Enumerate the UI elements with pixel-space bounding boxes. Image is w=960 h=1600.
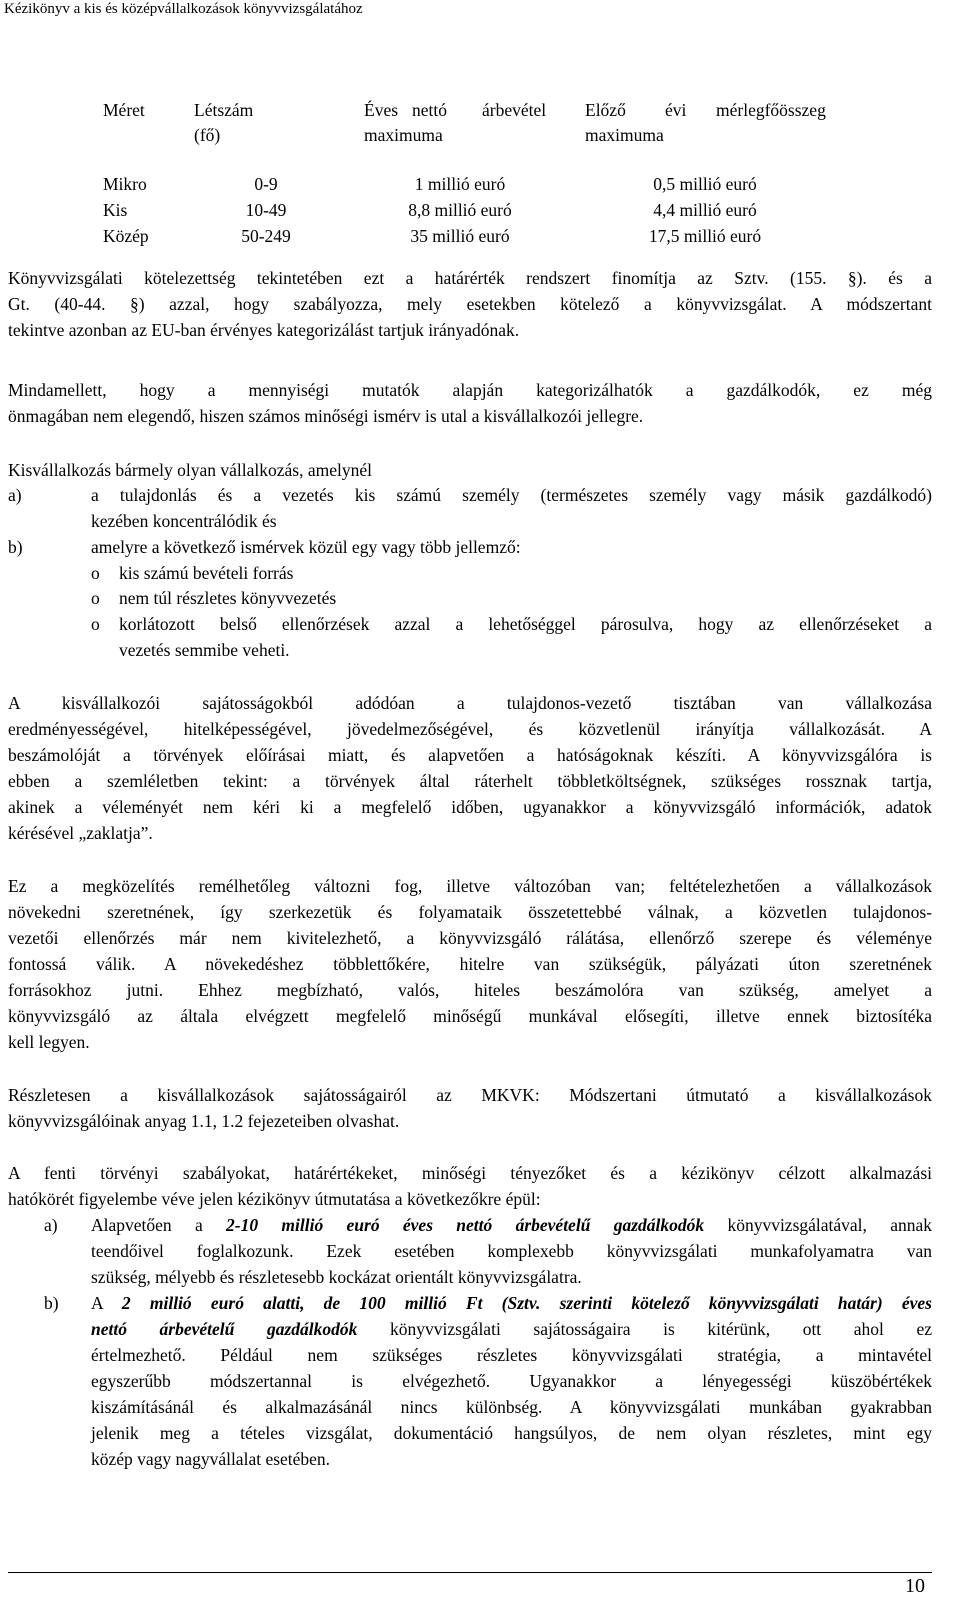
text-line: teendőivel foglalkozunk. Ezek esetében komplexebb könyvvizsgálati munkafolyamatra van bbox=[91, 1241, 932, 1261]
text-line: fontossá válik. A növekedéshez többlettőkére, hitelre van szükségük, pályázati úton szeretnének bbox=[8, 954, 932, 974]
table-header-balance-word-2: évi bbox=[665, 100, 687, 120]
table-cell-balance: 0,5 millió euró bbox=[653, 174, 757, 194]
text-line: hatókörét figyelembe véve jelen kézikönyv útmutatása a következőkre épül: bbox=[8, 1189, 541, 1209]
table-header-balance-sub: maximuma bbox=[585, 125, 664, 145]
table-cell-size: Mikro bbox=[103, 174, 147, 194]
list-marker: b) bbox=[8, 537, 23, 557]
text-line: Gt. (40-44. §) azzal, hogy szabályozza, mely esetekben kötelező a könyvvizsgálat. A módszertant bbox=[8, 294, 932, 314]
running-header: Kézikönyv a kis és középvállalkozások könyvvizsgálatához bbox=[4, 1, 363, 17]
text-line: A fenti törvényi szabályokat, határértékeket, minőségi tényezőket és a kézikönyv célzott alkalmazási bbox=[8, 1163, 932, 1183]
text-line: Ez a megközelítés remélhetőleg változni fog, illetve változóban van; feltételezhetően a vállalkozások bbox=[8, 876, 932, 896]
table-header-size: Méret bbox=[103, 100, 145, 120]
text-line: Részletesen a kisvállalkozások sajátosságairól az MKVK: Módszertani útmutató a kisvállalkozások bbox=[8, 1085, 932, 1105]
text-line: A kisvállalkozói sajátosságokból adódóan a tulajdonos-vezető tisztában van vállalkozása bbox=[8, 693, 932, 713]
text-line: kérésével „zaklatja”. bbox=[8, 823, 153, 843]
text-line bbox=[91, 1212, 932, 1238]
text-line: eredményességével, hitelképességével, jövedelmezőségével, és közvetlenül irányítja vállalkozását. A bbox=[8, 719, 932, 739]
bullet-marker: o bbox=[91, 563, 100, 583]
text-line: ebben a szemléletben tekint: a törvények által ráterhelt többletköltségnek, szükséges rossznak tartja, bbox=[8, 771, 932, 791]
text-run: A bbox=[91, 1293, 122, 1313]
text-line: önmagában nem elegendő, hiszen számos minőségi ismérv is utal a kisvállalkozói jellegre. bbox=[8, 406, 644, 426]
table-header-balance-word-3: mérlegfőösszeg bbox=[716, 100, 826, 120]
table-cell-size: Kis bbox=[103, 200, 128, 220]
text-line: kezében koncentrálódik és bbox=[91, 511, 277, 531]
table-header-revenue-word-3: árbevétel bbox=[482, 100, 547, 120]
text-run: Alapvetően a bbox=[91, 1215, 227, 1235]
text-line: közép vagy nagyvállalat esetében. bbox=[91, 1449, 331, 1469]
text-line: könyvvizsgálóinak anyag 1.1, 1.2 fejezeteiben olvashat. bbox=[8, 1111, 400, 1131]
table-cell-balance: 4,4 millió euró bbox=[653, 200, 757, 220]
table-cell-revenue: 8,8 millió euró bbox=[408, 200, 512, 220]
emphasis-threshold: 2 millió euró alatti, de 100 millió Ft (Sztv. szerinti kötelező könyvvizsgálati határ) éves bbox=[121, 1293, 932, 1313]
table-cell-revenue: 1 millió euró bbox=[414, 174, 506, 194]
emphasis-revenue-range: 2-10 millió euró éves nettó árbevételű gazdálkodók bbox=[226, 1215, 705, 1235]
text-line: korlátozott belső ellenőrzések azzal a lehetőséggel párosulva, hogy az ellenőrzéseket a bbox=[119, 614, 932, 634]
table-header-revenue-sub: maximuma bbox=[364, 125, 443, 145]
table-cell-headcount: 10-49 bbox=[245, 200, 287, 220]
text-line: tekintve azonban az EU-ban érvényes kategorizálást tartjuk irányadónak. bbox=[8, 320, 520, 340]
page-number: 10 bbox=[905, 1575, 925, 1597]
text-line: nem túl részletes könyvvezetés bbox=[119, 588, 337, 608]
text-line: Mindamellett, hogy a mennyiségi mutatók alapján kategorizálhatók a gazdálkodók, ez még bbox=[8, 380, 932, 400]
emphasis-entities: nettó árbevételű gazdálkodók bbox=[91, 1319, 358, 1339]
list-marker: b) bbox=[44, 1293, 59, 1313]
text-line: értelmezhető. Például nem szükséges részletes könyvvizsgálati stratégia, a mintavétel bbox=[91, 1345, 932, 1365]
text-line: kis számú bevételi forrás bbox=[119, 563, 294, 583]
table-cell-revenue: 35 millió euró bbox=[410, 226, 510, 246]
footer-divider bbox=[8, 1572, 932, 1573]
text-line: Könyvvizsgálati kötelezettség tekintetében ezt a határérték rendszert finomítja az Sztv. (155. §). és a bbox=[8, 268, 932, 288]
table-header-headcount-unit: (fő) bbox=[194, 125, 221, 145]
text-line: akinek a véleményét nem kéri ki a megfelelő időben, ugyanakkor a könyvvizsgáló információk, adatok bbox=[8, 797, 932, 817]
text-line: beszámolóját a törvények előírásai miatt, és alapvetően a hatóságoknak készíti. A könyvvizsgálóra is bbox=[8, 745, 932, 765]
table-cell-size: Közép bbox=[103, 226, 149, 246]
bullet-marker: o bbox=[91, 588, 100, 608]
text-line: a tulajdonlás és a vezetés kis számú személy (természetes személy vagy másik gazdálkodó) bbox=[91, 485, 932, 505]
table-header-revenue-word-2: nettó bbox=[412, 100, 447, 120]
text-line bbox=[91, 1316, 932, 1342]
text-line: amelyre a következő ismérvek közül egy vagy több jellemző: bbox=[91, 537, 521, 557]
table-cell-headcount: 50-249 bbox=[241, 226, 291, 246]
text-line: Kisvállalkozás bármely olyan vállalkozás, amelynél bbox=[8, 460, 372, 480]
text-run: könyvvizsgálatával, annak bbox=[704, 1215, 932, 1235]
text-line: növekedni szeretnének, így szerkezetük és folyamataik összetettebbé válnak, a közvetlen tulajdonos- bbox=[8, 902, 932, 922]
table-cell-balance: 17,5 millió euró bbox=[648, 226, 762, 246]
text-line: könyvvizsgáló az általa elvégzett megfelelő minőségű munkával elősegíti, illetve ennek biztosítéka bbox=[8, 1006, 932, 1026]
table-header-balance-word-1: Előző bbox=[585, 100, 626, 120]
text-line: jelenik meg a tételes vizsgálat, dokumentáció hangsúlyos, de nem olyan részletes, mint egy bbox=[91, 1423, 932, 1443]
bullet-marker: o bbox=[91, 614, 100, 634]
text-line: vezetői ellenőrzés már nem kivitelezhető, a könyvvizsgáló rálátása, ellenőrző szerepe és véleménye bbox=[8, 928, 932, 948]
table-cell-headcount: 0-9 bbox=[254, 174, 278, 194]
text-line: kell legyen. bbox=[8, 1032, 90, 1052]
list-marker: a) bbox=[44, 1215, 58, 1235]
text-line bbox=[91, 1290, 932, 1316]
text-run: könyvvizsgálati sajátosságaira is kitérünk, ott ahol ez bbox=[357, 1319, 932, 1339]
text-line: forrásokhoz jutni. Ehhez megbízható, valós, hiteles beszámolóra van szükség, amelyet a bbox=[8, 980, 932, 1000]
list-marker: a) bbox=[8, 485, 22, 505]
text-line: szükség, mélyebb és részletesebb kockázat orientált könyvvizsgálatra. bbox=[91, 1267, 582, 1287]
table-header-revenue-word-1: Éves bbox=[364, 100, 399, 120]
text-line: vezetés semmibe veheti. bbox=[119, 640, 290, 660]
text-line: egyszerűbb módszertannal is elvégezhető. Ugyanakkor a lényegességi küszöbértékek bbox=[91, 1371, 932, 1391]
table-header-headcount: Létszám bbox=[194, 100, 254, 120]
text-line: kiszámításánál és alkalmazásánál nincs különbség. A könyvvizsgálati munkában gyakrabban bbox=[91, 1397, 932, 1417]
